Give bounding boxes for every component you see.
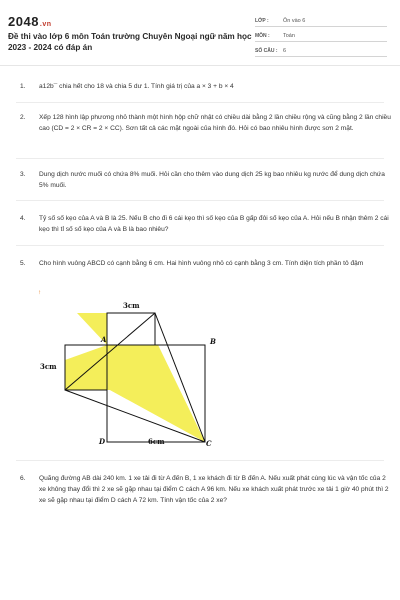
label-left-side: 3cm: [40, 362, 57, 371]
question-number: 4.: [20, 215, 26, 222]
question-divider: [16, 200, 384, 201]
question-number: 1.: [20, 83, 26, 90]
question-text: Tỷ số số kẹo của A và B là 25. Nếu B cho đi 6 cái kẹo thì số kẹo của B gấp đôi số kẹo của A. Hỏi nếu B nhận thêm 2 cái kẹo thì tỉ số số kẹo của A và B là bao nhiêu?: [39, 215, 389, 233]
question-text: Cho hình vuông ABCD có cạnh bằng 6 cm. Hai hình vuông nhỏ có cạnh bằng 3 cm. Tính diện tích phần tô đậm: [39, 260, 364, 267]
question-number: 5.: [20, 260, 26, 267]
meta-row-subject: [255, 29, 387, 42]
shaded-triangle: [107, 345, 205, 442]
question-1: [20, 81, 392, 92]
question-6: [20, 473, 392, 506]
meta-label: MÔN :: [255, 33, 270, 39]
question-number: 6.: [20, 475, 26, 482]
point-d-label: D: [99, 437, 106, 446]
geometry-figure: [30, 285, 230, 450]
label-bottom-side: 6cm: [148, 437, 165, 446]
logo-suffix: .vn: [39, 21, 52, 28]
question-3: [20, 169, 392, 191]
meta-row-count: [255, 44, 387, 57]
question-divider: [16, 158, 384, 159]
point-a-label: A: [101, 335, 107, 344]
question-divider: [16, 245, 384, 246]
document-title: Đề thi vào lớp 6 môn Toán trường Chuyên Ngoại ngữ năm học 2023 - 2024 có đáp án: [8, 32, 252, 52]
label-top-side: 3cm: [123, 301, 140, 310]
meta-label: SỐ CÂU :: [255, 48, 278, 54]
meta-box: [255, 14, 387, 59]
question-text: Dung dịch nước muối có chứa 8% muối. Hỏi cần cho thêm vào dung dịch 25 kg bao nhiêu kg nước để dung dịch chứa 5% muối.: [39, 171, 385, 189]
point-c-label: C: [206, 439, 212, 448]
question-4: [20, 213, 392, 235]
meta-label: LỚP :: [255, 18, 269, 24]
question-5: [20, 258, 392, 269]
question-divider: [16, 460, 384, 461]
annotation-mark: ↑: [38, 290, 41, 296]
question-text: Quãng đường AB dài 240 km. 1 xe tải đi từ A đến B, 1 xe khách đi từ B đến A. Nếu xuất phát cùng lúc và vận tốc của 2 xe không thay đổi thì 2 xe sẽ gặp nhau tại điểm C cách A 96 km. Nếu xe khách xuất phát trước xe tải 1 giờ 40 phút thì 2 xe sẽ gặp nhau tại điểm D cách A 72 km. Tính vận tốc của 2 xe?: [39, 475, 389, 504]
meta-value: Ôn vào 6: [283, 18, 306, 24]
header-divider: [0, 65, 400, 66]
question-2: [20, 112, 392, 134]
logo-text: 2048: [8, 14, 39, 29]
question-text: Xếp 128 hình lập phương nhỏ thành một hình hộp chữ nhật có chiều dài bằng 2 lần chiều rộng và cũng bằng 2 lần chiều cao (CD = 2 × CR = 2 × CC). Sơn tất cả các mặt ngoài của hình đó. Hỏi có bao nhiêu hình được sơn 2 mặt.: [39, 114, 391, 132]
site-logo[interactable]: [8, 14, 52, 29]
meta-value: Toán: [283, 33, 295, 39]
question-number: 3.: [20, 171, 26, 178]
point-b-label: B: [210, 337, 216, 346]
question-divider: [16, 102, 384, 103]
small-square-top: [107, 313, 155, 345]
meta-row-class: [255, 14, 387, 27]
meta-value: 6: [283, 48, 287, 54]
question-number: 2.: [20, 114, 26, 121]
question-text: a12b¯ chia hết cho 18 và chia 5 dư 1. Tính giá trị của a × 3 + b × 4: [39, 83, 234, 90]
